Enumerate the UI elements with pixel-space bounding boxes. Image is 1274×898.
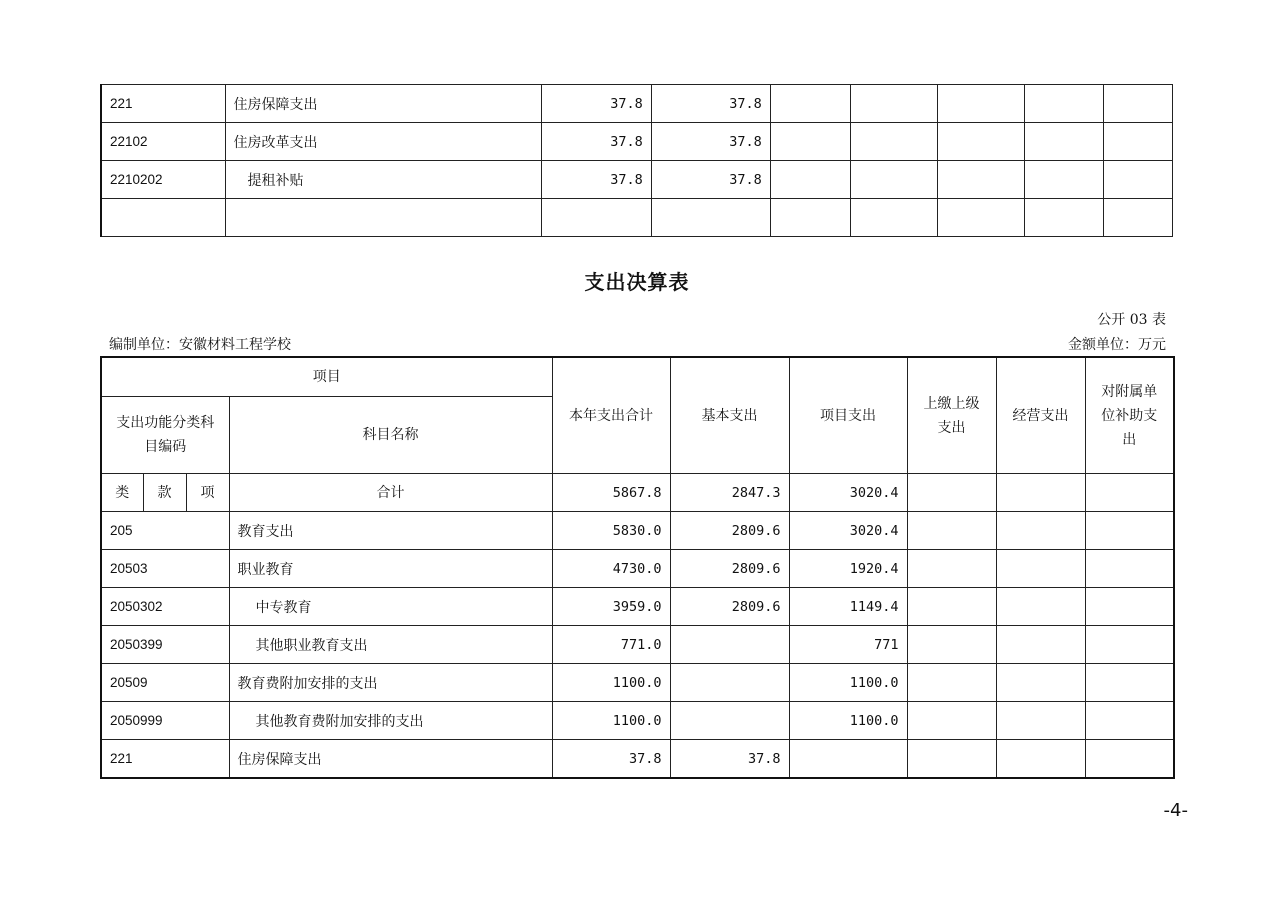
subject-code: 2050399	[101, 626, 229, 664]
header-total: 本年支出合计	[552, 357, 670, 474]
basic-amount: 37.8	[670, 740, 789, 779]
total-amount: 771.0	[552, 626, 670, 664]
subject-name: 其他职业教育支出	[229, 626, 552, 664]
subject-code: 2210202	[101, 161, 225, 199]
subject-name: 住房保障支出	[229, 740, 552, 779]
header-subsidy: 对附属单位补助支出	[1085, 357, 1174, 474]
header-row	[101, 357, 1174, 397]
header-func-code: 支出功能分类科目编码	[101, 397, 229, 474]
table-row	[101, 550, 1174, 588]
subject-name: 住房保障支出	[225, 85, 541, 123]
table-row	[101, 626, 1174, 664]
header-upper: 上缴上级支出	[907, 357, 996, 474]
subject-name: 职业教育	[229, 550, 552, 588]
total-amount: 37.8	[541, 161, 651, 199]
total-amount: 37.8	[541, 123, 651, 161]
subject-name: 教育支出	[229, 512, 552, 550]
total-amount: 1100.0	[552, 664, 670, 702]
page-number: -4-	[1163, 800, 1188, 821]
basic-amount: 37.8	[651, 123, 770, 161]
basic-amount: 2809.6	[670, 588, 789, 626]
header-basic: 基本支出	[670, 357, 789, 474]
subject-name: 其他教育费附加安排的支出	[229, 702, 552, 740]
sum-project: 3020.4	[789, 474, 907, 512]
subject-name: 中专教育	[229, 588, 552, 626]
subject-code: 2050999	[101, 702, 229, 740]
project-amount: 3020.4	[789, 512, 907, 550]
subject-code: 20503	[101, 550, 229, 588]
basic-amount	[670, 664, 789, 702]
header-kuan: 款	[143, 474, 186, 512]
subject-name: 住房改革支出	[225, 123, 541, 161]
continued-expense-table	[100, 84, 1173, 237]
total-amount: 3959.0	[552, 588, 670, 626]
table-row	[101, 588, 1174, 626]
basic-amount: 37.8	[651, 85, 770, 123]
subject-code: 22102	[101, 123, 225, 161]
project-amount: 1100.0	[789, 664, 907, 702]
basic-amount: 2809.6	[670, 512, 789, 550]
compiling-unit: 编制单位：安徽材料工程学校	[109, 337, 291, 353]
total-amount: 1100.0	[552, 702, 670, 740]
basic-amount	[670, 702, 789, 740]
subject-name: 提租补贴	[225, 161, 541, 199]
table-row	[101, 85, 1173, 123]
header-business: 经营支出	[996, 357, 1085, 474]
subject-code: 205	[101, 512, 229, 550]
total-amount: 5830.0	[552, 512, 670, 550]
subject-code: 2050302	[101, 588, 229, 626]
project-amount: 1920.4	[789, 550, 907, 588]
table-row	[101, 161, 1173, 199]
amount-unit: 金额单位：万元	[1068, 337, 1166, 353]
header-subject-name: 科目名称	[229, 397, 552, 474]
sum-total: 5867.8	[552, 474, 670, 512]
page-title: 支出决算表	[584, 270, 690, 294]
sum-basic: 2847.3	[670, 474, 789, 512]
table-row	[101, 123, 1173, 161]
header-project: 项目支出	[789, 357, 907, 474]
subject-code: 221	[101, 85, 225, 123]
expense-settlement-table	[100, 356, 1175, 779]
subject-name: 教育费附加安排的支出	[229, 664, 552, 702]
project-amount: 1100.0	[789, 702, 907, 740]
header-lei: 类	[101, 474, 143, 512]
header-xiang: 项	[186, 474, 229, 512]
sum-row	[101, 474, 1174, 512]
basic-amount	[670, 626, 789, 664]
project-amount	[789, 740, 907, 779]
subject-code: 221	[101, 740, 229, 779]
total-amount: 4730.0	[552, 550, 670, 588]
total-amount: 37.8	[541, 85, 651, 123]
subject-code: 20509	[101, 664, 229, 702]
header-item: 项目	[101, 357, 552, 397]
table-row	[101, 512, 1174, 550]
basic-amount: 2809.6	[670, 550, 789, 588]
project-amount: 1149.4	[789, 588, 907, 626]
table-row-empty	[101, 199, 1173, 237]
table-row	[101, 740, 1174, 779]
table-row	[101, 664, 1174, 702]
table-row	[101, 702, 1174, 740]
total-amount: 37.8	[552, 740, 670, 779]
project-amount: 771	[789, 626, 907, 664]
form-number: 公开 03 表	[1097, 312, 1166, 328]
sum-label: 合计	[229, 474, 552, 512]
basic-amount: 37.8	[651, 161, 770, 199]
